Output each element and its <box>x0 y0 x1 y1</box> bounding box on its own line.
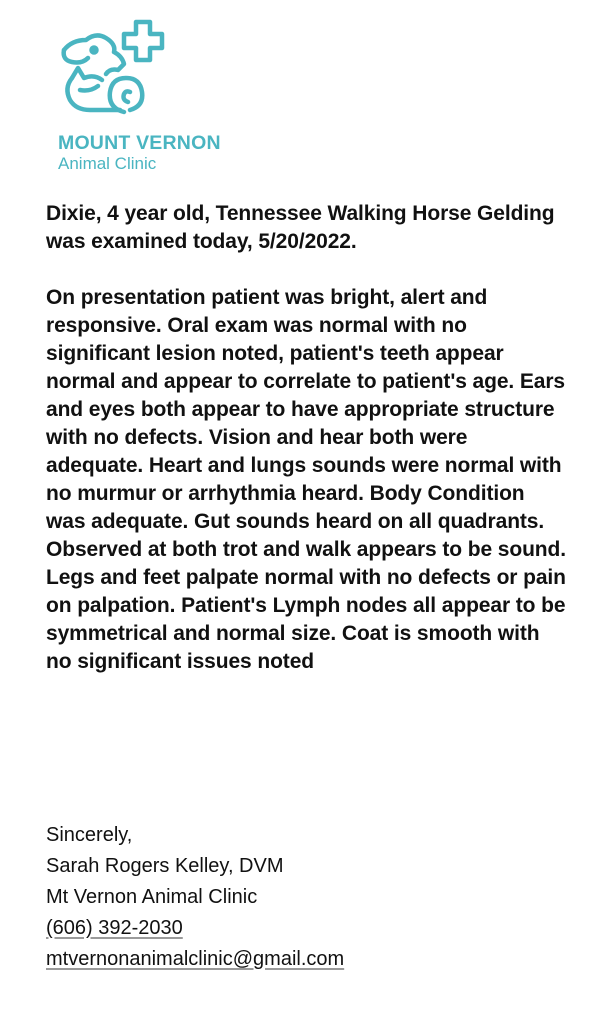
letter-body <box>46 200 566 704</box>
signature-clinic: Mt Vernon Animal Clinic <box>46 886 258 908</box>
dog-cat-cross-logo-icon <box>54 16 184 128</box>
signature-name: Sarah Rogers Kelley, DVM <box>46 855 284 877</box>
email-link[interactable]: mtvernonanimalclinic@gmail.com <box>46 948 345 970</box>
signature-block <box>46 820 344 975</box>
phone-link[interactable]: (606) 392-2030 <box>46 917 183 939</box>
signature-closing: Sincerely, <box>46 824 133 846</box>
clinic-logo-subtitle: Animal Clinic <box>58 154 157 173</box>
clinic-logo <box>54 16 244 181</box>
letter-exam-findings: On presentation patient was bright, alert and responsive. Oral exam was normal with no significant lesion noted, patient's teeth appear normal and appear to correlate to patient's age. Ears and eyes both appear to have appropriate structure with no defects. Vision and hear both were adequate. Heart and lungs sounds were normal with no murmur or arrhythmia heard. Body Condition was adequate. Gut sounds heard on all quadrants. Observed at both trot and walk appears to be sound. Legs and feet palpate normal with no defects or pain on palpation. Patient's Lymph nodes all appear to be symmetrical and normal size. Coat is smooth with no significant issues noted <box>46 286 566 673</box>
clinic-logo-name: MOUNT VERNON <box>58 132 221 154</box>
letter-intro: Dixie, 4 year old, Tennessee Walking Horse Gelding was examined today, 5/20/2022. <box>46 202 555 253</box>
